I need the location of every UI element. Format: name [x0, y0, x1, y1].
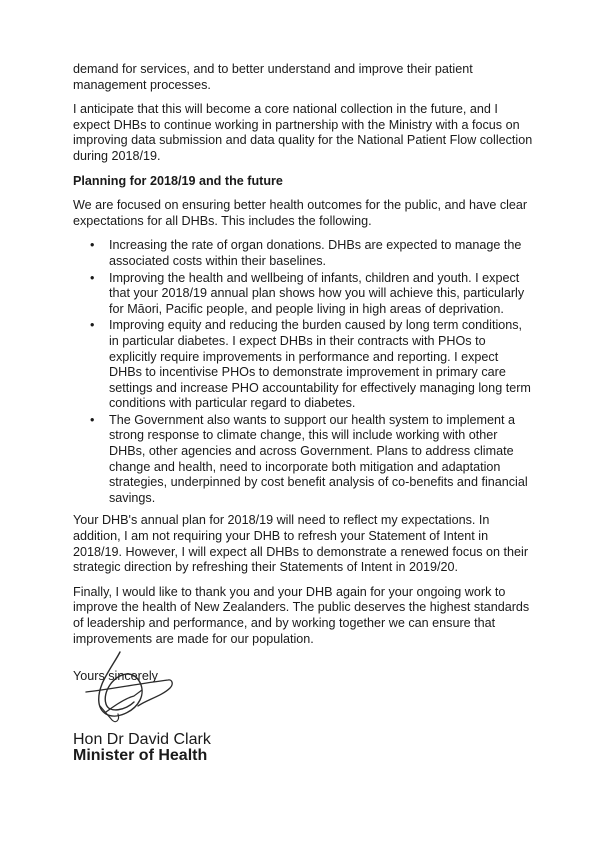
list-item: • Improving equity and reducing the burden caused by long term conditions, in particular diabetes. I expect DHBs in their contracts with PHOs to explicitly require improvements in performance and reporting. I expect DHBs to incentivise PHOs to demonstrate improvement in primary care settings and increase PHO accountability for effectively managing long term conditions with particular regard to diabetes.	[109, 318, 534, 412]
signer-title: Minister of Health	[73, 746, 208, 764]
list-item: • Improving the health and wellbeing of infants, children and youth. I expect that your 2018/19 annual plan shows how you will achieve this, particularly for Māori, Pacific people, and people living in high areas of deprivation.	[109, 271, 534, 318]
expectations-list	[73, 238, 534, 506]
handwritten-signature	[76, 640, 186, 732]
closing-salutation: Yours sincerely	[73, 669, 158, 684]
list-item: • The Government also wants to support our health system to implement a strong response to climate change, this will include working with other DHBs, other agencies and across Government. Plans to address climate change and health, need to incorporate both mitigation and adaptation strategies, underpinned by cost benefit analysis of co-benefits and financial savings.	[109, 413, 534, 507]
section-heading: Planning for 2018/19 and the future	[73, 173, 283, 188]
list-item: • Increasing the rate of organ donations. DHBs are expected to manage the associated costs within their baselines.	[109, 238, 534, 269]
paragraph-intro: We are focused on ensuring better health outcomes for the public, and have clear expectations for all DHBs. This includes the following.	[73, 198, 528, 228]
paragraph-continued: demand for services, and to better understand and improve their patient management processes.	[73, 62, 473, 92]
paragraph-annual-plan: Your DHB's annual plan for 2018/19 will need to reflect my expectations. In addition, I am not requiring your DHB to refresh your Statement of Intent in 2018/19. However, I will expect all DHBs to demonstrate a renewed focus on their strategic direction by refreshing their Statements of Intent in 2019/20.	[73, 513, 529, 575]
paragraph-thanks: Finally, I would like to thank you and your DHB again for your ongoing work to improve the health of New Zealanders. The public deserves the highest standards of leadership and performance, and by working together we can ensure that improvements are made for our population.	[73, 584, 530, 646]
signature-block	[73, 732, 211, 763]
signer-name: Hon Dr David Clark	[73, 731, 211, 748]
paragraph-national-collection: I anticipate that this will become a core national collection in the future, and I expect DHBs to continue working in partnership with the Ministry with a focus on improving data submission and data quality for the National Patient Flow collection during 2018/19.	[73, 102, 533, 163]
